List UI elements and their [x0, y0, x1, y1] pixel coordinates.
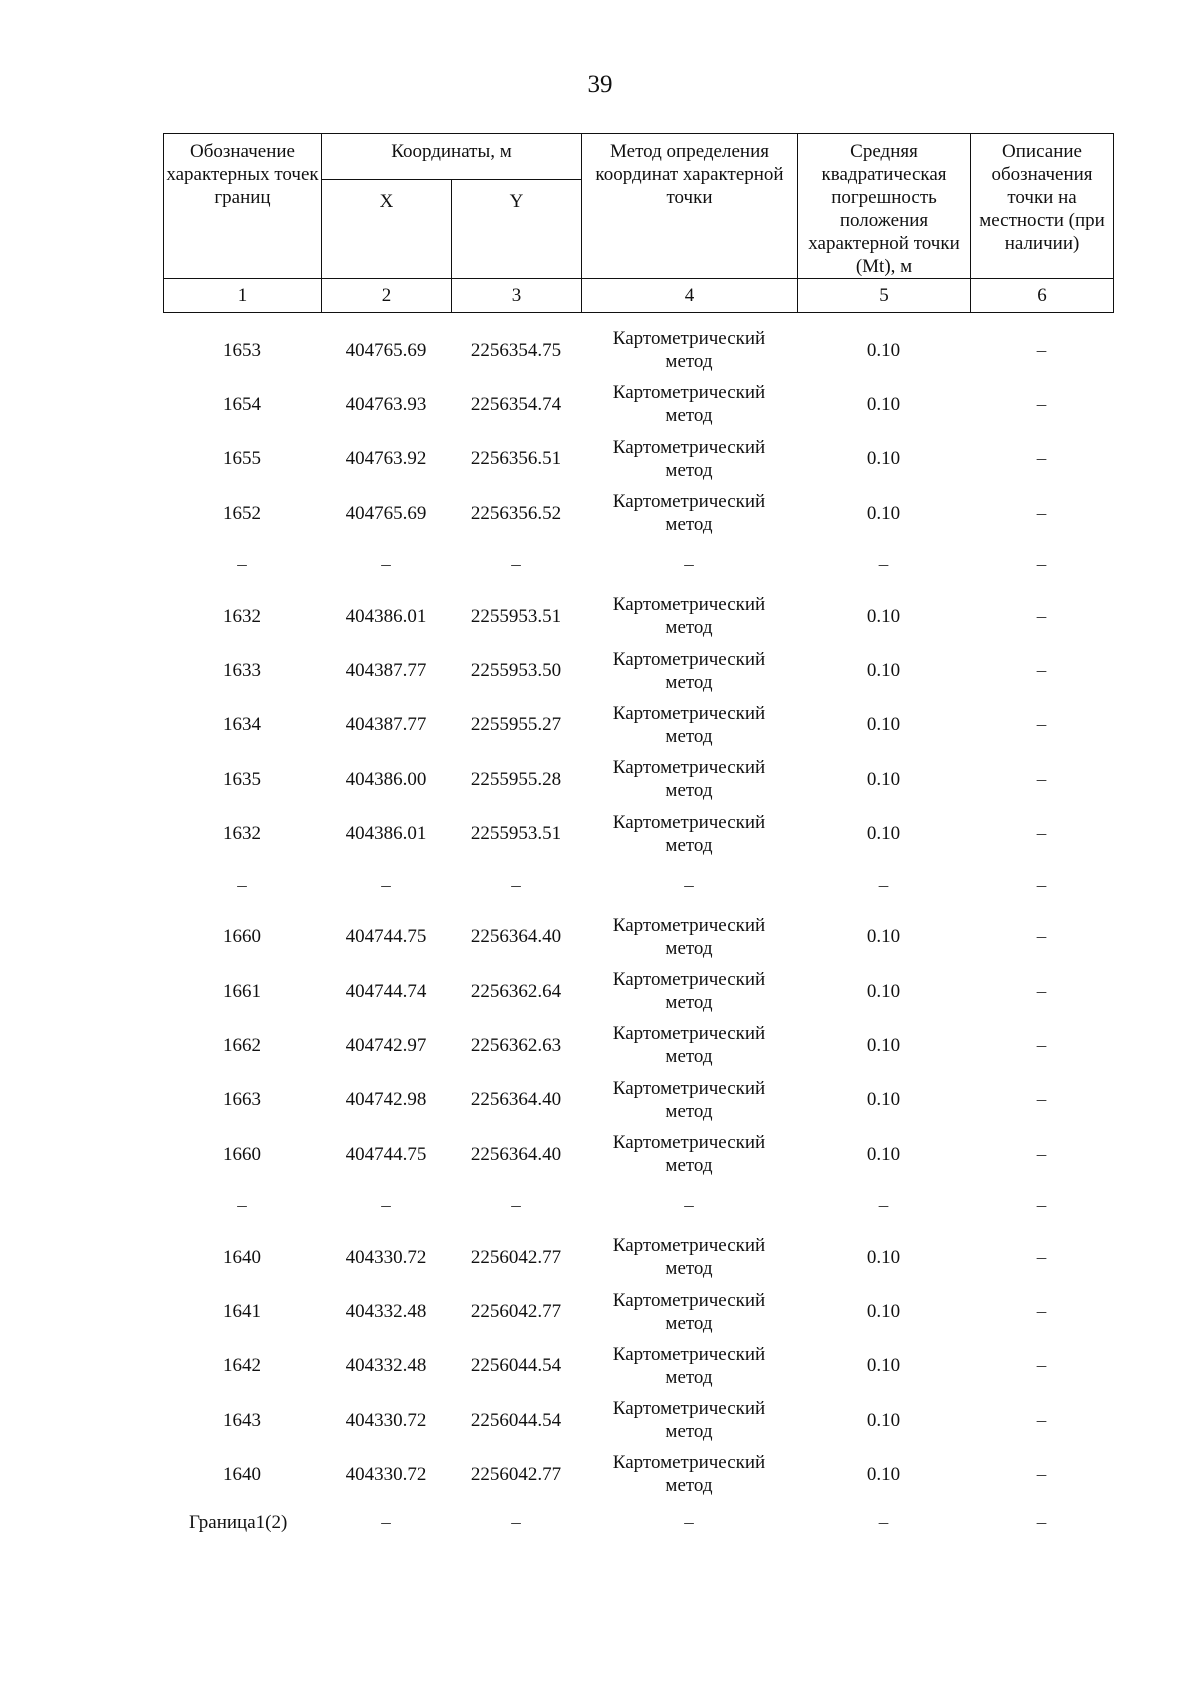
- mean-error: 0.10: [866, 660, 901, 682]
- mean-error: 0.10: [866, 502, 901, 524]
- coordinate-x: 404330.72: [345, 1246, 427, 1268]
- method-cell: [581, 806, 797, 860]
- header-column-number: 6: [971, 279, 1114, 313]
- dash-cell: –: [1036, 1195, 1047, 1217]
- point-id: 1660: [223, 1143, 261, 1165]
- point-id: 1663: [223, 1089, 261, 1111]
- method-line-1: Картометрический: [612, 969, 766, 991]
- mean-error: 0.10: [866, 714, 901, 736]
- point-description: –: [1036, 1355, 1047, 1377]
- point-id: 1652: [223, 502, 261, 524]
- method-cell: [581, 1447, 797, 1501]
- coordinate-x: 404386.00: [345, 768, 427, 790]
- method-cell: [581, 1230, 797, 1284]
- separator-row: [163, 1181, 1113, 1230]
- boundary-label: Граница1(2): [189, 1512, 288, 1534]
- coordinate-y: 2256362.63: [470, 1034, 562, 1056]
- header-description: Описание обозначения точки на местности (при наличии): [971, 134, 1114, 279]
- table-row: [163, 1127, 1113, 1181]
- dash-cell: –: [511, 1195, 521, 1217]
- point-description: –: [1036, 1409, 1047, 1431]
- method-line-2: метод: [665, 780, 713, 802]
- method-cell: [581, 1284, 797, 1338]
- dash-cell: –: [684, 1512, 694, 1534]
- coordinate-y: 2256364.40: [470, 1089, 562, 1111]
- mean-error: 0.10: [866, 448, 901, 470]
- coordinate-y: 2256042.77: [470, 1246, 562, 1268]
- coordinate-y: 2256354.75: [470, 339, 562, 361]
- method-line-2: метод: [665, 992, 713, 1014]
- coordinate-x: 404744.75: [345, 926, 427, 948]
- mean-error: 0.10: [866, 1246, 901, 1268]
- coordinates-table-body: [163, 323, 1113, 1544]
- method-line-2: метод: [665, 1155, 713, 1176]
- header-column-number: 3: [452, 279, 582, 313]
- method-cell: [581, 323, 797, 377]
- method-line-1: Картометрический: [612, 1132, 766, 1153]
- coordinate-y: 2255953.51: [470, 823, 562, 845]
- coordinate-y: 2256362.64: [470, 980, 562, 1002]
- header-method: Метод определения координат характерной точки: [582, 134, 798, 279]
- header-column-number: 5: [798, 279, 971, 313]
- coordinate-y: 2256364.40: [470, 926, 562, 948]
- coordinate-y: 2256356.52: [470, 502, 562, 524]
- mean-error: 0.10: [866, 1143, 901, 1165]
- dash-cell: –: [1036, 874, 1047, 896]
- coordinate-x: 404387.77: [345, 714, 427, 736]
- dash-cell: –: [1036, 1512, 1047, 1534]
- table-row: [163, 698, 1113, 752]
- method-line-2: метод: [665, 459, 713, 481]
- method-line-1: Картометрический: [612, 594, 766, 616]
- coordinate-x: 404386.01: [345, 823, 427, 845]
- table-row: [163, 752, 1113, 806]
- point-id: 1661: [223, 980, 261, 1002]
- table-row: [163, 910, 1113, 964]
- dash-cell: –: [878, 1195, 889, 1217]
- point-description: –: [1036, 980, 1047, 1002]
- dash-cell: –: [878, 554, 889, 576]
- method-line-1: Картометрический: [612, 1235, 766, 1257]
- mean-error: 0.10: [866, 823, 901, 845]
- method-line-2: метод: [665, 1421, 713, 1443]
- point-description: –: [1036, 768, 1047, 790]
- table-row: [163, 486, 1113, 540]
- method-cell: [581, 589, 797, 643]
- dash-cell: –: [237, 554, 247, 576]
- method-line-1: Картометрический: [612, 1398, 766, 1420]
- header-mean-error: Средняя квадратическая погрешность положения характерной точки (Mt), м: [798, 134, 971, 279]
- point-id: 1662: [223, 1034, 261, 1056]
- coordinate-y: 2256044.54: [470, 1355, 562, 1377]
- mean-error: 0.10: [866, 1034, 901, 1056]
- point-description: –: [1036, 1301, 1047, 1323]
- dash-cell: –: [381, 874, 391, 896]
- point-description: –: [1036, 502, 1047, 524]
- coordinate-y: 2255955.28: [470, 768, 562, 790]
- coordinate-y: 2256044.54: [470, 1409, 562, 1431]
- point-id: 1640: [223, 1463, 261, 1485]
- dash-cell: –: [684, 874, 694, 896]
- header-column-number: 4: [582, 279, 798, 313]
- point-id: 1633: [223, 660, 261, 682]
- table-row: [163, 589, 1113, 643]
- method-line-2: метод: [665, 1366, 713, 1388]
- point-id: 1632: [223, 823, 261, 845]
- table-row: [163, 432, 1113, 486]
- method-line-1: Картометрический: [612, 702, 766, 724]
- method-line-2: метод: [665, 834, 713, 856]
- method-line-2: метод: [665, 514, 713, 536]
- method-line-2: метод: [665, 617, 713, 639]
- mean-error: 0.10: [866, 605, 901, 627]
- point-id: 1642: [223, 1355, 261, 1377]
- header-y: Y: [452, 179, 582, 278]
- mean-error: 0.10: [866, 339, 901, 361]
- method-line-1: Картометрический: [612, 648, 766, 670]
- coordinate-x: 404332.48: [345, 1301, 427, 1323]
- dash-cell: –: [511, 554, 521, 576]
- point-description: –: [1036, 1143, 1047, 1165]
- mean-error: 0.10: [866, 1409, 901, 1431]
- method-cell: [581, 1127, 797, 1181]
- point-description: –: [1036, 393, 1047, 415]
- table-row: [163, 1447, 1113, 1501]
- mean-error: 0.10: [866, 1355, 901, 1377]
- table-row: [163, 806, 1113, 860]
- method-cell: [581, 643, 797, 697]
- method-line-2: метод: [665, 1100, 713, 1122]
- coordinate-x: 404332.48: [345, 1355, 427, 1377]
- mean-error: 0.10: [866, 768, 901, 790]
- method-line-1: Картометрический: [612, 1452, 766, 1474]
- page-number: 39: [587, 71, 613, 98]
- header-column-number: 2: [322, 279, 452, 313]
- point-description: –: [1036, 1463, 1047, 1485]
- point-description: –: [1036, 714, 1047, 736]
- coordinate-y: 2256356.51: [470, 448, 562, 470]
- coordinate-y: 2256354.74: [470, 393, 562, 415]
- method-line-1: Картометрический: [612, 436, 766, 458]
- point-description: –: [1036, 926, 1047, 948]
- method-cell: [581, 752, 797, 806]
- method-line-1: Картометрический: [612, 1289, 766, 1311]
- point-id: 1655: [223, 448, 261, 470]
- mean-error: 0.10: [866, 1301, 901, 1323]
- method-cell: [581, 1393, 797, 1447]
- method-line-1: Картометрический: [612, 491, 766, 513]
- method-line-1: Картометрический: [612, 382, 766, 404]
- coordinate-x: 404744.74: [345, 980, 427, 1002]
- method-cell: [581, 910, 797, 964]
- dash-cell: –: [381, 1512, 391, 1534]
- coordinate-y: 2256364.40: [470, 1143, 562, 1165]
- coordinate-x: 404330.72: [345, 1409, 427, 1431]
- coordinate-x: 404742.97: [345, 1034, 427, 1056]
- method-line-2: метод: [665, 725, 713, 747]
- dash-cell: –: [1036, 554, 1047, 576]
- method-line-1: Картометрический: [612, 914, 766, 936]
- method-line-1: Картометрический: [612, 1077, 766, 1099]
- point-description: –: [1036, 339, 1047, 361]
- point-id: 1635: [223, 768, 261, 790]
- table-row: [163, 1018, 1113, 1072]
- coordinate-x: 404744.75: [345, 1143, 427, 1165]
- point-id: 1640: [223, 1246, 261, 1268]
- method-line-1: Картометрический: [612, 811, 766, 833]
- table-rows: [163, 323, 1113, 1544]
- dash-cell: –: [684, 1195, 694, 1217]
- point-id: 1643: [223, 1409, 261, 1431]
- method-cell: [581, 1018, 797, 1072]
- mean-error: 0.10: [866, 1463, 901, 1485]
- table-row: [163, 964, 1113, 1018]
- method-cell: [581, 698, 797, 752]
- coordinate-x: 404763.93: [345, 393, 427, 415]
- dash-cell: –: [511, 1512, 521, 1534]
- table-row: [163, 1339, 1113, 1393]
- coordinates-table-header: [163, 133, 1114, 313]
- table-row: [163, 1073, 1113, 1127]
- point-id: 1654: [223, 393, 261, 415]
- method-line-2: метод: [665, 937, 713, 959]
- method-line-2: метод: [665, 1258, 713, 1280]
- coordinate-x: 404765.69: [345, 502, 427, 524]
- point-id: 1641: [223, 1301, 261, 1323]
- coordinate-x: 404742.98: [345, 1089, 427, 1111]
- header-x: X: [322, 179, 452, 278]
- separator-row: [163, 540, 1113, 589]
- method-line-2: метод: [665, 405, 713, 427]
- coordinate-y: 2255953.51: [470, 605, 562, 627]
- mean-error: 0.10: [866, 980, 901, 1002]
- method-cell: [581, 486, 797, 540]
- table-row: [163, 1230, 1113, 1284]
- header-coordinates: Координаты, м: [322, 134, 582, 180]
- dash-cell: –: [381, 1195, 391, 1217]
- header-column-number: 1: [164, 279, 322, 313]
- method-line-2: метод: [665, 1475, 713, 1497]
- point-id: 1660: [223, 926, 261, 948]
- point-description: –: [1036, 1246, 1047, 1268]
- table-row: [163, 643, 1113, 697]
- coordinate-y: 2255953.50: [470, 660, 562, 682]
- coordinate-y: 2256042.77: [470, 1463, 562, 1485]
- table-row: [163, 377, 1113, 431]
- method-line-2: метод: [665, 1046, 713, 1068]
- dash-cell: –: [511, 874, 521, 896]
- point-description: –: [1036, 448, 1047, 470]
- method-cell: [581, 964, 797, 1018]
- method-cell: [581, 377, 797, 431]
- method-line-1: Картометрический: [612, 757, 766, 779]
- point-description: –: [1036, 1034, 1047, 1056]
- table-row: [163, 1393, 1113, 1447]
- method-line-1: Картометрический: [612, 1023, 766, 1045]
- separator-row: [163, 861, 1113, 910]
- method-line-1: Картометрический: [612, 1343, 766, 1365]
- mean-error: 0.10: [866, 393, 901, 415]
- boundary-label-row: [163, 1502, 1113, 1544]
- method-cell: [581, 432, 797, 486]
- method-line-2: метод: [665, 1312, 713, 1334]
- coordinate-x: 404765.69: [345, 339, 427, 361]
- dash-cell: –: [878, 874, 889, 896]
- point-id: 1653: [223, 339, 261, 361]
- point-id: 1634: [223, 714, 261, 736]
- method-cell: [581, 1073, 797, 1127]
- point-description: –: [1036, 1089, 1047, 1111]
- coordinate-x: 404330.72: [345, 1463, 427, 1485]
- method-line-2: метод: [665, 671, 713, 693]
- coordinate-x: 404386.01: [345, 605, 427, 627]
- dash-cell: –: [237, 874, 247, 896]
- dash-cell: –: [684, 554, 694, 576]
- point-description: –: [1036, 660, 1047, 682]
- header-point-designation: Обозначение характерных точек границ: [164, 134, 322, 279]
- coordinate-x: 404387.77: [345, 660, 427, 682]
- point-description: –: [1036, 605, 1047, 627]
- method-cell: [581, 1339, 797, 1393]
- coordinate-y: 2255955.27: [470, 714, 562, 736]
- method-line-2: метод: [665, 351, 713, 373]
- mean-error: 0.10: [866, 1089, 901, 1111]
- point-description: –: [1036, 823, 1047, 845]
- mean-error: 0.10: [866, 926, 901, 948]
- dash-cell: –: [237, 1195, 247, 1217]
- dash-cell: –: [381, 554, 391, 576]
- coordinate-x: 404763.92: [345, 448, 427, 470]
- table-row: [163, 1284, 1113, 1338]
- coordinate-y: 2256042.77: [470, 1301, 562, 1323]
- table-row: [163, 323, 1113, 377]
- dash-cell: –: [878, 1512, 889, 1534]
- method-line-1: Картометрический: [612, 328, 766, 350]
- point-id: 1632: [223, 605, 261, 627]
